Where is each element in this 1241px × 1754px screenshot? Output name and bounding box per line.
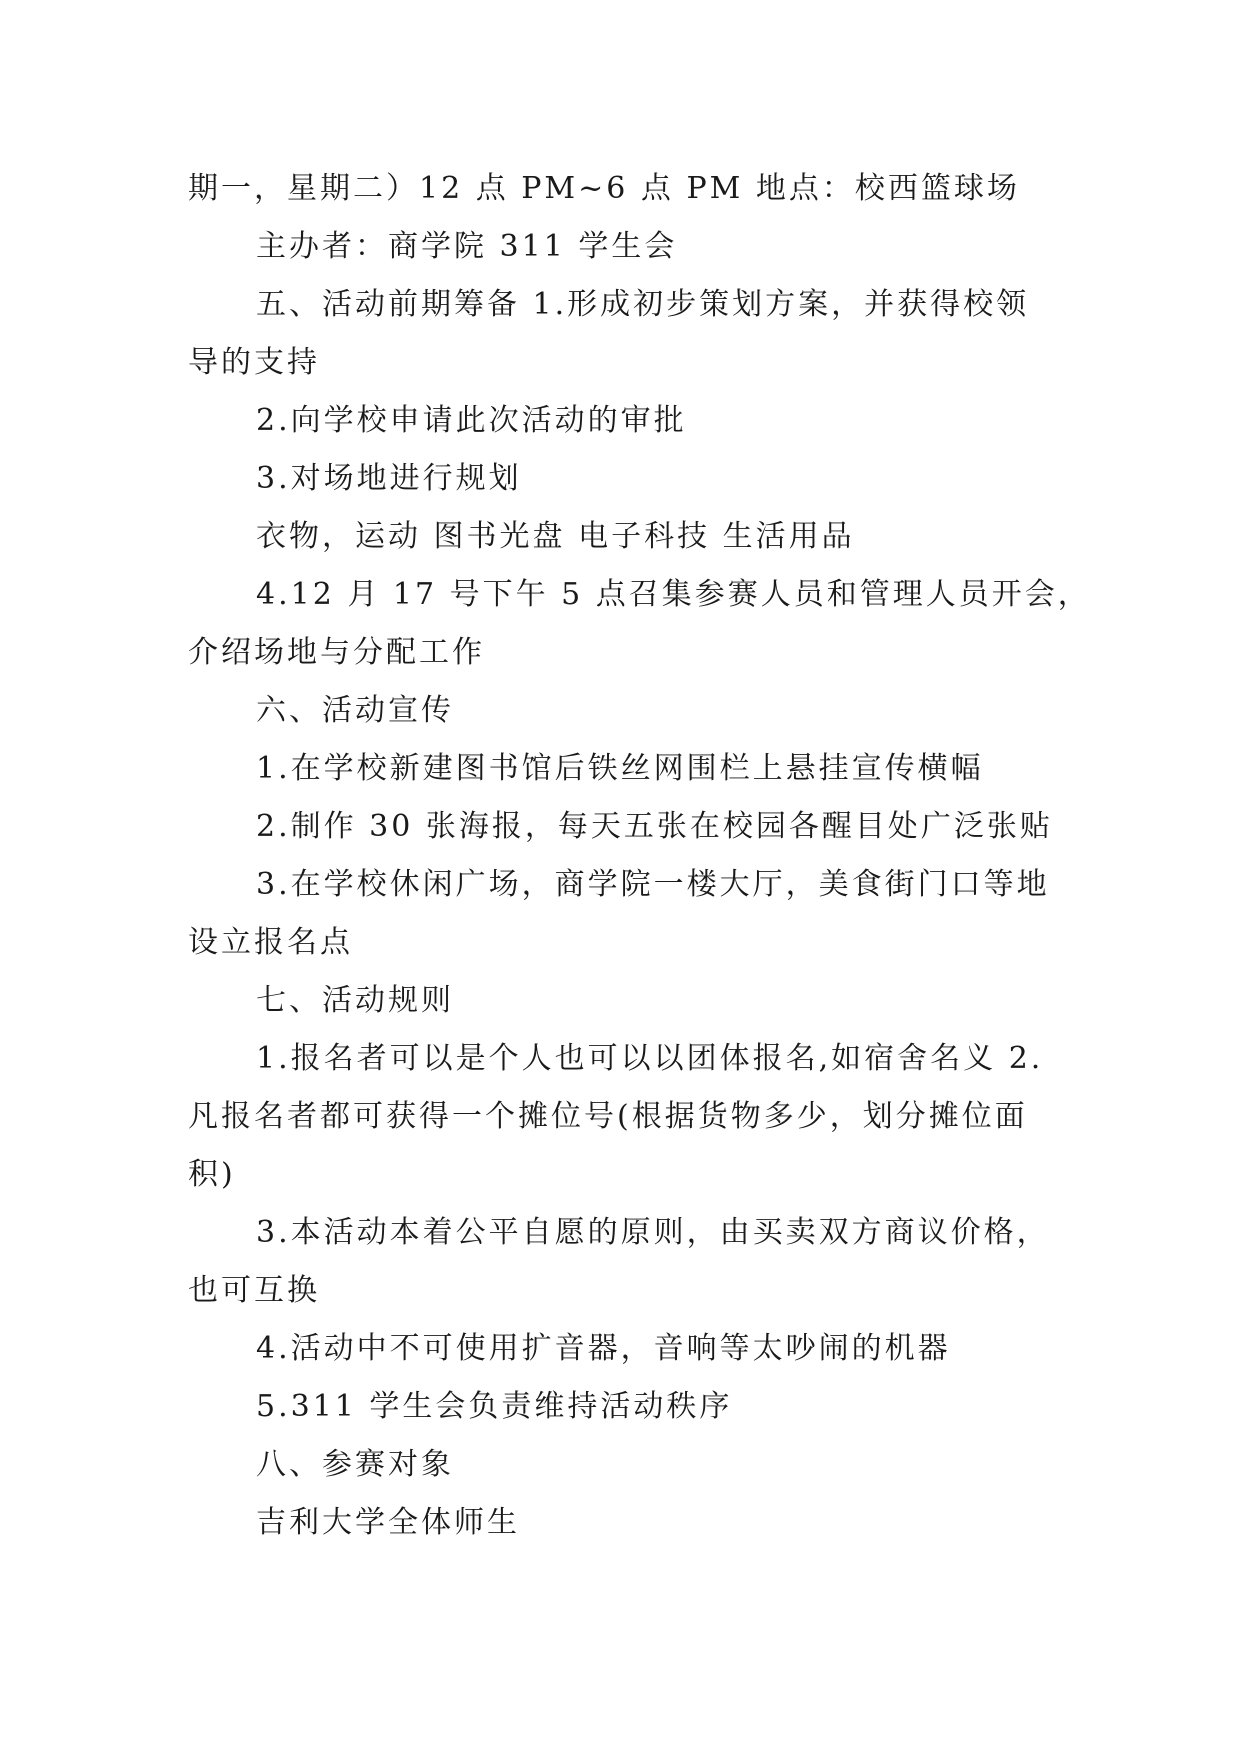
text-line: 吉利大学全体师生 (256, 1505, 520, 1540)
text-line: 2.制作 30 张海报，每天五张在校园各醒目处广泛张贴 (256, 809, 1053, 844)
text-line: 1.在学校新建图书馆后铁丝网围栏上悬挂宣传横幅 (256, 751, 984, 786)
text-line: 4.12 月 17 号下午 5 点召集参赛人员和管理人员开会， (256, 577, 1091, 612)
text-line: 衣物，运动 图书光盘 电子科技 生活用品 (256, 519, 855, 554)
text-line: 导的支持 (188, 345, 320, 380)
text-line: 1.报名者可以是个人也可以以团体报名,如宿舍名义 2. (256, 1041, 1044, 1076)
text-line: 主办者：商学院 311 学生会 (256, 229, 678, 264)
text-line: 凡报名者都可获得一个摊位号(根据货物多少，划分摊位面 (188, 1099, 1028, 1134)
text-line: 3.本活动本着公平自愿的原则，由买卖双方商议价格， (256, 1215, 1050, 1250)
text-line: 4.活动中不可使用扩音器，音响等太吵闹的机器 (256, 1331, 951, 1366)
text-line: 2.向学校申请此次活动的审批 (256, 403, 687, 438)
text-line: 3.对场地进行规划 (256, 461, 522, 496)
text-line: 3.在学校休闲广场，商学院一楼大厅，美食街门口等地 (256, 867, 1050, 902)
text-line: 六、活动宣传 (256, 693, 454, 728)
text-line: 期一，星期二）12 点 PM~6 点 PM 地点：校西篮球场 (188, 171, 1020, 206)
text-line: 八、参赛对象 (256, 1447, 454, 1482)
text-line: 五、活动前期筹备 1.形成初步策划方案，并获得校领 (256, 287, 1030, 322)
text-line: 也可互换 (188, 1273, 320, 1308)
text-line: 积) (188, 1157, 236, 1192)
text-line: 设立报名点 (188, 925, 353, 960)
text-line: 七、活动规则 (256, 983, 454, 1018)
text-line: 5.311 学生会负责维持活动秩序 (256, 1389, 733, 1424)
document-body (188, 160, 1091, 1552)
text-line: 介绍场地与分配工作 (188, 635, 485, 670)
